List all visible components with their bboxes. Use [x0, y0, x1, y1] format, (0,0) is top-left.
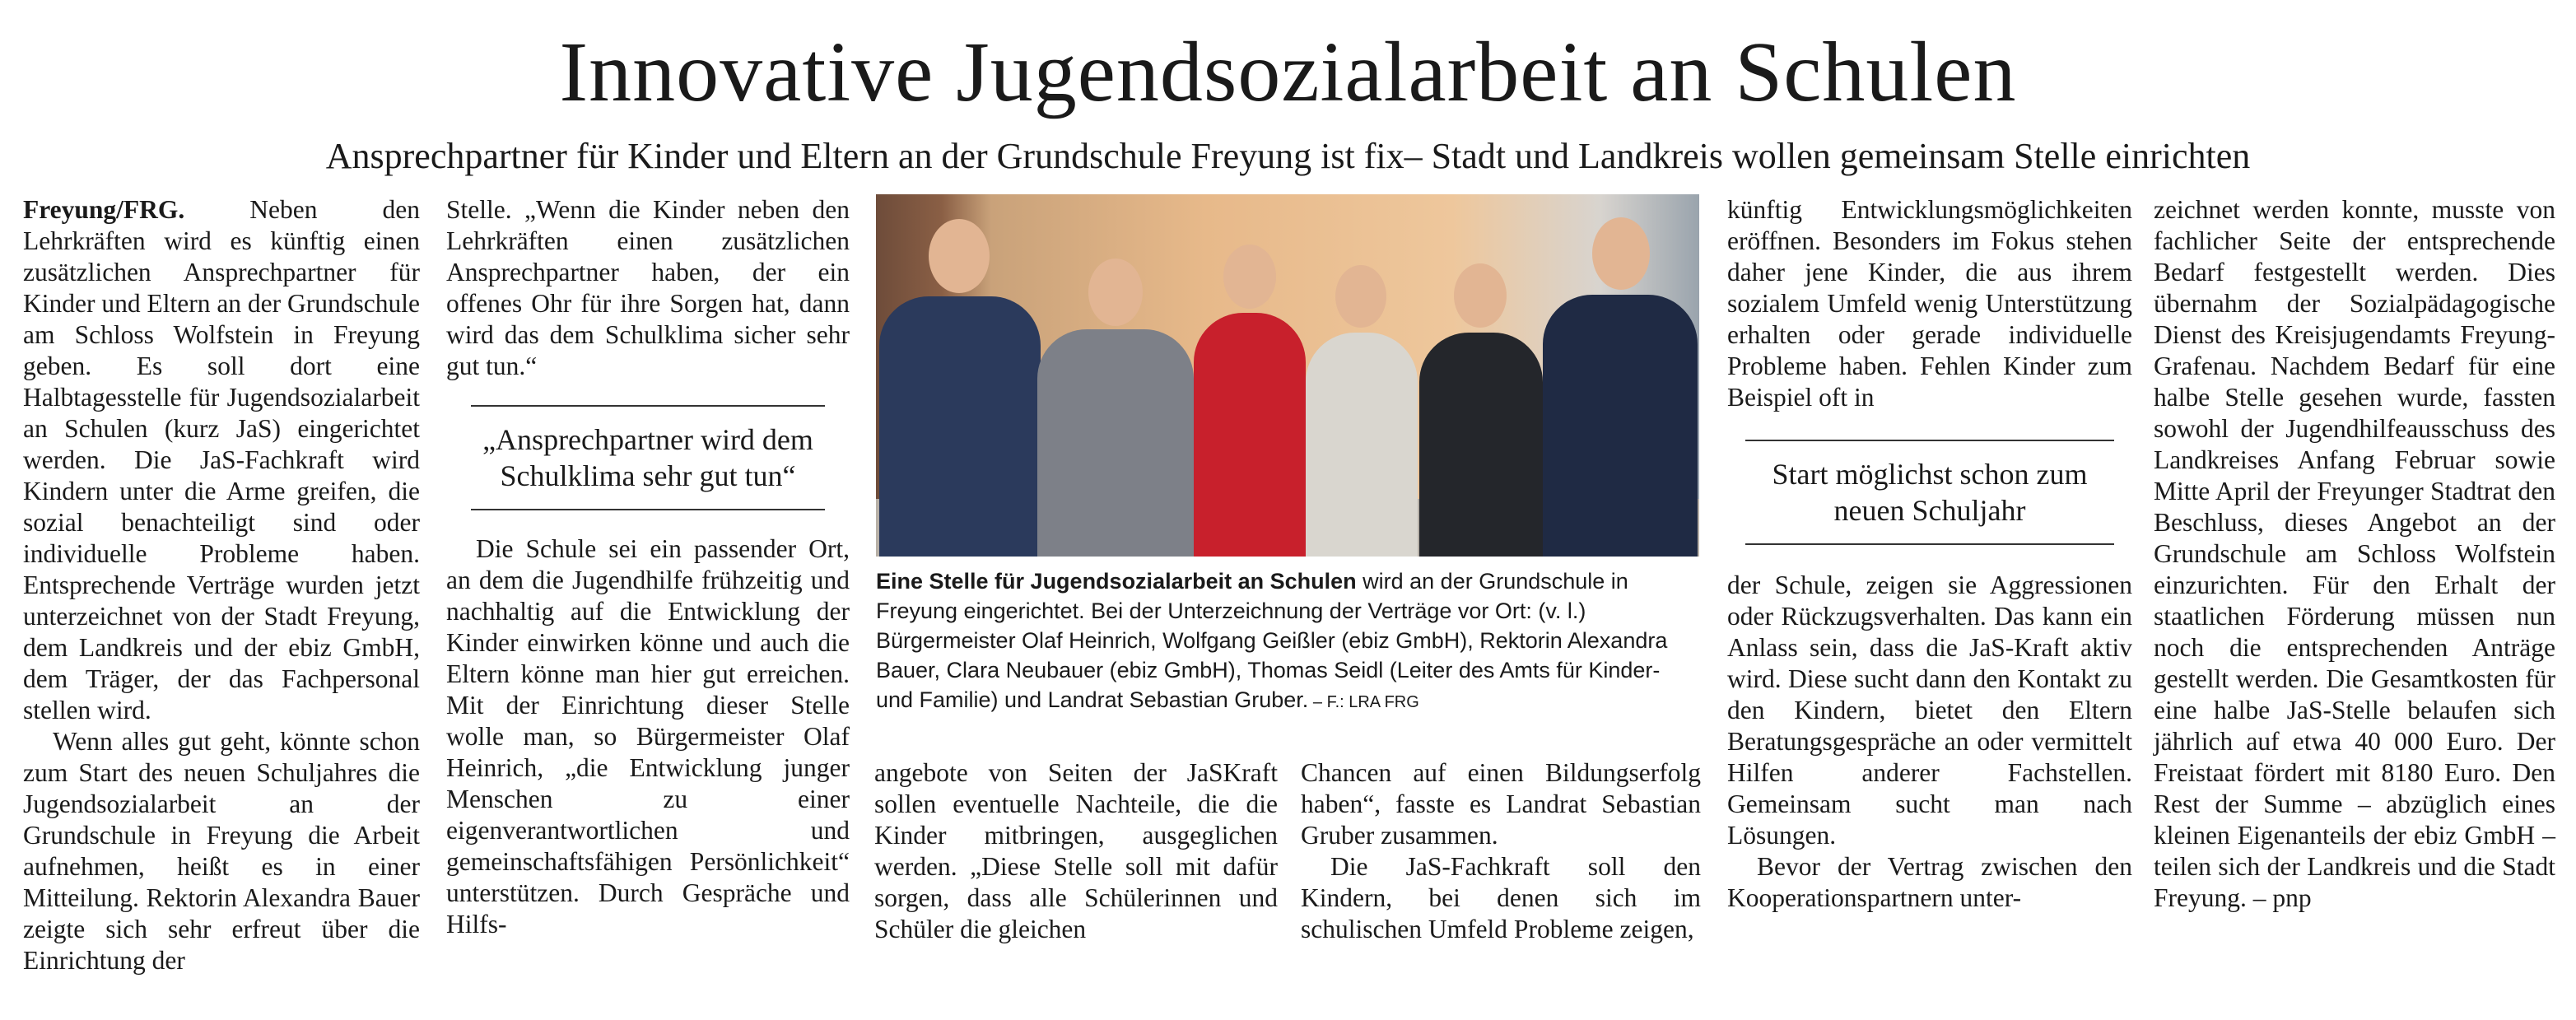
column-2 — [446, 194, 850, 940]
column-1 — [23, 194, 420, 976]
paragraph — [23, 194, 420, 726]
person-clara-neubauer — [1306, 260, 1418, 557]
article-subheadline: Ansprechpartner für Kinder und Eltern an der Grundschule Freyung ist fix– Stadt und Landkreis wollen gemeinsam Stelle einrichten — [325, 136, 2251, 176]
subheading-quote: „Ansprechpartner wird dem Schulklima sehr gut tun“ — [471, 405, 825, 510]
caption-text: wird an der Grundschule in Freyung eingerichtet. Bei der Unterzeichnung der Verträge vor Ort: (v. l.) Bürgermeister Olaf Heinrich, Wolfgang Geißler (ebiz GmbH), Rektorin Alexandra Bauer, Clara Neubauer (ebiz GmbH), Thomas Seidl (Leiter des Amts für Kinder- und Familie) und Landrat Sebastian Gruber. — [876, 569, 1668, 712]
paragraph: Chancen auf einen Bildungserfolg haben“, fasste es Landrat Sebastian Gruber zusammen. — [1301, 758, 1701, 850]
person-wolfgang-geissler — [1037, 252, 1194, 557]
column-6 — [2154, 194, 2555, 914]
article-headline: Innovative Jugendsozialarbeit an Schulen — [559, 25, 2017, 119]
paragraph: Die JaS-Fachkraft soll den Kindern, bei denen sich im schulischen Umfeld Probleme zeigen, — [1301, 852, 1701, 943]
column-3 — [874, 757, 1278, 945]
person-thomas-seidl — [1419, 260, 1543, 557]
paragraph: künftig Entwicklungsmöglichkeiten eröffnen. Besonders im Fokus stehen daher jene Kinder, die aus ihrem sozialem Umfeld wenig Unterstützung erhalten oder gerade individuelle Probleme haben. Fehlen Kinder zum Beispiel oft in — [1727, 195, 2132, 412]
paragraph: der Schule, zeigen sie Aggressionen oder Rückzugsverhalten. Das kann ein Anlass sein, dass die JaS-Kraft aktiv wird. Diese sucht dann den Kontakt zu den Kindern, bietet den Eltern Beratungsgespräche an oder vermittelt Hilfen anderer Fachstellen. Gemeinsam sucht man nach Lösungen. — [1727, 571, 2132, 850]
paragraph: Die Schule sei ein passender Ort, an dem die Jugendhilfe frühzeitig und nachhaltig auf die Entwicklung der Kinder einwirken könne und auch die Eltern könne man hier gut erreichen. Mit der Einrichtung dieser Stelle wolle man, so Bürgermeister Olaf Heinrich, „die Entwicklung junger Menschen zu einer eigenverantwortlichen und gemeinschaftsfähigen Persönlichkeit“ unterstützen. Durch Gespräche und Hilfs- — [446, 534, 850, 938]
person-sebastian-gruber — [1543, 212, 1698, 557]
caption-lead: Eine Stelle für Jugendsozialarbeit an Schulen — [876, 569, 1357, 594]
paragraph-text: Neben den Lehrkräften wird es künftig einen zusätzlichen Ansprechpartner für Kinder und Eltern an der Grundschule am Schloss Wolfstein in Freyung geben. Es soll dort eine Halbtagesstelle für Jugendsozialarbeit an Schulen (kurz JaS) eingerichtet werden. Die JaS-Fachkraft wird Kindern unter die Arme greifen, die sozial benachteiligt sind oder individuelle Probleme haben. Entsprechende Verträge wurden jetzt unterzeichnet von der Stadt Freyung, dem Landkreis und der ebiz GmbH, dem Träger, der das Fachpersonal stellen wird. — [23, 195, 420, 724]
person-alexandra-bauer — [1194, 240, 1306, 557]
paragraph: Bevor der Vertrag zwischen den Kooperationspartnern unter- — [1727, 852, 2132, 912]
paragraph: zeichnet werden konnte, musste von fachlicher Seite der entsprechende Bedarf festgestellt werden. Dies übernahm der Sozialpädagogische Dienst des Kreisjugendamts Freyung-Grafenau. Nachdem Bedarf für eine halbe Stelle gesehen wurde, fassten sowohl der Jugendhilfeausschuss des Landkreises Anfang Februar sowie Mitte April der Freyunger Stadtrat den Beschluss, dieses Angebot an der Grundschule am Schloss Wolfstein einzurichten. Für den Erhalt der staatlichen Förderung müssen nun noch die entsprechenden Anträge gestellt werden. Die Gesamtkosten für eine halbe JaS-Stelle belaufen sich jährlich auf etwa 40 000 Euro. Der Freistaat fördert mit 8180 Euro. Den Rest der Summe – abzüglich eines kleinen Eigenanteils der ebiz GmbH – teilen sich der Landkreis und die Stadt Freyung. – pnp — [2154, 195, 2555, 912]
paragraph: Stelle. „Wenn die Kinder neben den Lehrkräften einen zusätzlichen Ansprechpartner haben, der ein offenes Ohr für ihre Sorgen hat, dann wird das dem Schulklima sicher sehr gut tun.“ — [446, 195, 850, 380]
article-photo — [876, 194, 1699, 557]
person-olaf-heinrich — [879, 211, 1041, 557]
column-5 — [1727, 194, 2132, 914]
column-4 — [1301, 757, 1701, 945]
photo-caption — [876, 566, 1699, 717]
paragraph: angebote von Seiten der JaSKraft sollen eventuelle Nachteile, die die Kinder mitbringen, ausgeglichen werden. „Diese Stelle soll mit dafür sorgen, dass alle Schülerinnen und Schüler die gleichen — [874, 758, 1278, 943]
paragraph: Wenn alles gut geht, könnte schon zum Start des neuen Schuljahres die Jugendsozialarbeit an der Grundschule in Freyung die Arbeit aufnehmen, heißt es in einer Mitteilung. Rektorin Alexandra Bauer zeigte sich sehr erfreut über die Einrichtung der — [23, 727, 420, 975]
photo-credit: – F.: LRA FRG — [1308, 693, 1419, 711]
dateline: Freyung/FRG. — [23, 195, 185, 224]
subheading: Start möglichst schon zum neuen Schuljahr — [1745, 440, 2114, 545]
